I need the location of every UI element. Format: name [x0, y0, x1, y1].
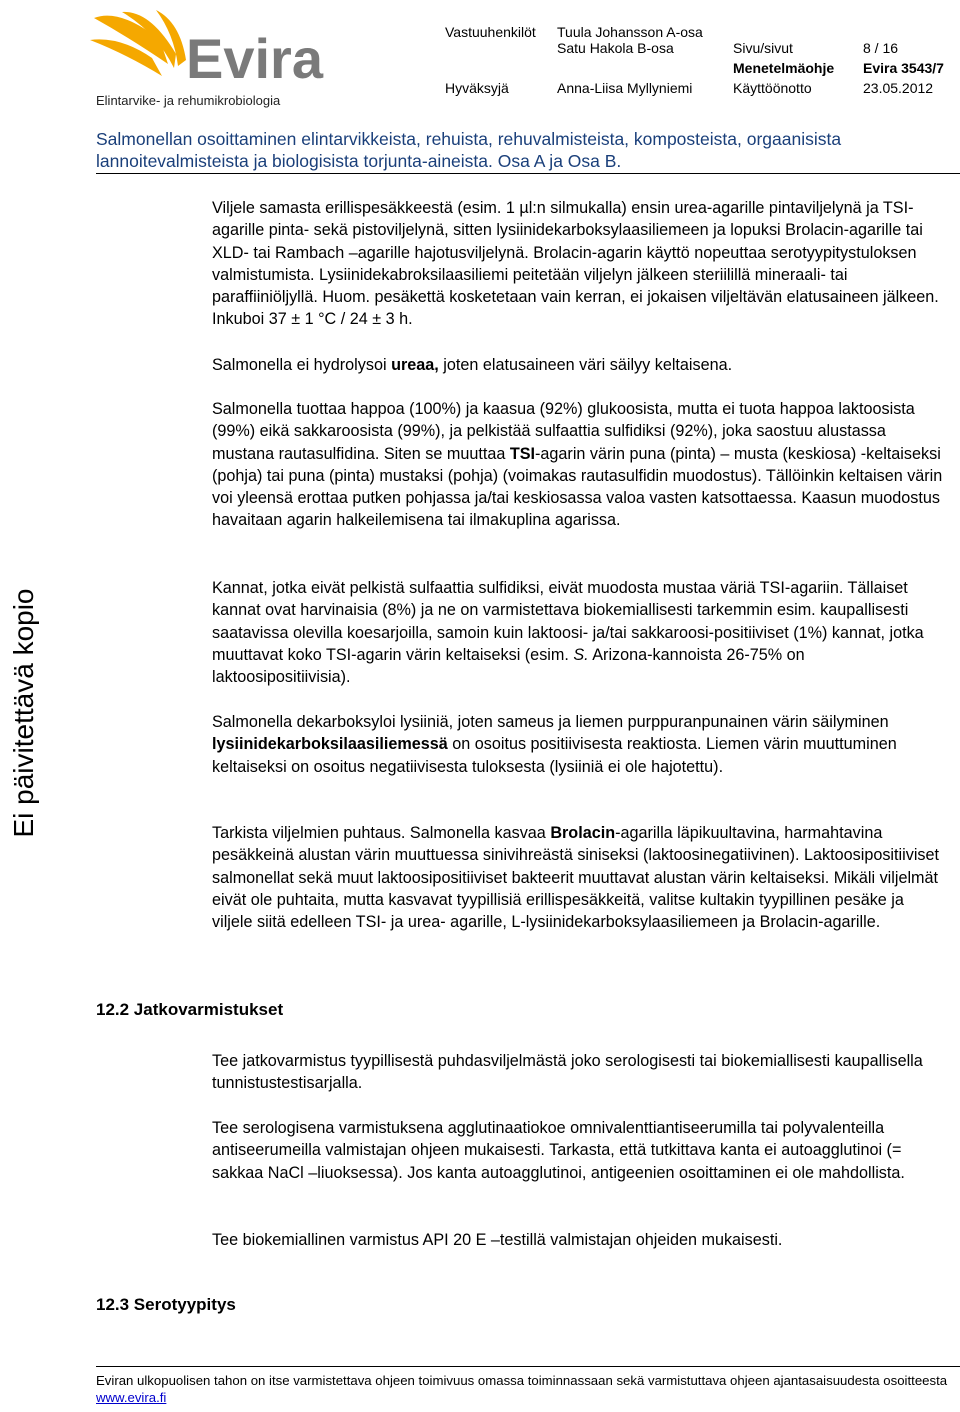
responsible-b: Satu Hakola B-osa	[557, 40, 674, 56]
paragraph-serological: Tee serologisena varmistuksena agglutinaatiokoe omnivalenttiantiseerumilla tai polyvalenteilla antiseerumeilla valmistajan ohjeen mukaisesti. Tarkasta, että tutkittava kanta ei autoagglutinoi (= sakkaa NaCl –liuoksessa). Jos kanta autoagglutinoi, antigeenien osoittaminen ei ole mahdollista.	[212, 1119, 905, 1182]
evira-website-link[interactable]: www.evira.fi	[96, 1390, 167, 1405]
text-run: Arizona-kannoista 26-75% on laktoosipositiivisia).	[212, 645, 805, 687]
deploy-label: Käyttöönotto	[733, 80, 812, 96]
method-label: Menetelmäohje	[733, 60, 835, 76]
paragraph-further-confirmation: Tee jatkovarmistus tyypillisestä puhdasviljelmästä joko serologisesti tai biokemiallisesti kaupallisella tunnistustestisarjalla.	[212, 1052, 923, 1093]
evira-sun-icon	[90, 10, 330, 90]
text-bold: lysiinidekarboksilaasiliemessä	[212, 735, 448, 754]
footer-text: Eviran ulkopuolisen tahon on itse varmistettava ohjeen toimivuus omassa toiminnassaan sekä varmistuttava ohjeen ajantasaisuudesta osoitteesta	[96, 1373, 948, 1388]
paragraph-tsi	[212, 398, 947, 532]
text-run: Kannat, jotka eivät pelkistä sulfaattia sulfidiksi, eivät muodosta mustaa väriä TSI-agariin. Tällaiset kannat ovat harvinaisia (8%) ja ne on varmistettava biokemiallisesti tarkemmin esim. kaupallisesti saatavissa olevilla koesarjoilla, samoin kuin laktoosi- ja/tai sakkaroosi-positiiviset (1%) kannat, jotka muuttavat koko TSI-agarin värin keltaiseksi (esim.	[212, 579, 924, 664]
header-divider	[96, 173, 960, 174]
text-run: Salmonella ei hydrolysoi	[212, 356, 392, 374]
paragraph-lysine	[212, 711, 947, 778]
footer-note	[96, 1372, 956, 1406]
logo-wordmark: Evira	[186, 27, 323, 90]
text-run: joten elatusaineen väri säilyy keltaisena.	[438, 356, 733, 374]
text-run: Salmonella dekarboksyloi lysiiniä, joten sameus ja liemen purppuranpunainen värin säilyminen	[212, 713, 889, 731]
approved-value: Anna-Liisa Myllyniemi	[557, 80, 693, 96]
section-heading-confirmation: 12.2 Jatkovarmistukset	[96, 1000, 284, 1019]
department-name: Elintarvike- ja rehumikrobiologia	[96, 93, 281, 108]
section-heading-serotyping: 12.3 Serotyypitys	[96, 1295, 236, 1314]
document-title: Salmonellan osoittaminen elintarvikkeista, rehuista, rehuvalmisteista, komposteista, orgaanisista lannoitevalmisteista ja biologisista torjunta-aineista. Osa A ja Osa B.	[96, 129, 842, 171]
responsible-a: Tuula Johansson A-osa	[557, 24, 703, 40]
text-run: -agarilla läpikuultavina, harmahtavina pesäkkeinä alustan värin muuttuessa sinivihreästä siniseksi (laktoosinegatiivinen). Laktoosipositiiviset salmonellat sekä muut laktoosipositiiviset bakteerit muuttavat alustan värin keltaiseksi. Mikäli viljelmät eivät ole puhtaita, mutta kasvavat tyypillisiä erillispesäkkeitä, valitse kultakin tyypillinen pesäke ja viljele siitä edelleen TSI- ja urea- agarille, L-lysiinidekarboksylaasiliemeen ja Brolacin-agarille.	[212, 824, 940, 932]
paragraph-purity	[212, 822, 947, 933]
footer-divider	[96, 1366, 960, 1367]
paragraph-strains	[212, 577, 947, 688]
page-label: Sivu/sivut	[733, 40, 793, 56]
text-bold: Brolacin	[550, 824, 616, 842]
paragraph-urea	[212, 354, 947, 376]
text-run: on osoitus positiivisesta reaktiosta. Liemen värin muuttuminen keltaiseksi on osoitus negatiivisesta tuloksesta (lysiiniä ei ole hajotettu).	[212, 735, 897, 776]
watermark	[4, 568, 44, 858]
text-run: -agarin värin puna (pinta) – musta (keskiosa) -keltaiseksi (pohja) tai puna (pinta) mustaksi (pohja) (voimakas rautasulfidin muodostus). Tällöinkin keltaisen värin voi yleensä erottaa putken pohjassa ja/tai keskiosassa valoa vasten katsottaessa. Kaasun muodostus havaitaan agarin halkeilemisena tai ilmakuplina agarissa.	[212, 444, 943, 530]
text-bold: TSI	[509, 444, 536, 463]
text-italic: S.	[573, 645, 589, 664]
text-bold: ureaa,	[391, 356, 439, 374]
method-value: Evira 3543/7	[863, 60, 944, 76]
evira-logo	[90, 10, 330, 90]
deploy-value: 23.05.2012	[863, 80, 934, 96]
paragraph-culture: Viljele samasta erillispesäkkeestä (esim. 1 µl:n silmukalla) ensin urea-agarille pintaviljelynä ja TSI-agarille pinta- sekä pistoviljelynä, sitten lysiinidekarboksylaasiliemeen ja lopuksi Brolacin-agarille tai XLD- tai Rambach –agarille hajotusviljelynä. Brolacin-agarin käyttö nopeuttaa serotyypitystuloksen valmistumista. Lysiinidekabroksilaasiliemi peitetään viljelyn jälkeen steriilillä mineraali- tai paraffiiniöljyllä. Huom. pesäkettä kosketetaan vain kerran, ei jokaisen viljeltävän elatusaineen jälkeen. Inkuboi 37 ± 1 °C / 24 ± 3 h.	[212, 199, 939, 329]
approved-label: Hyväksyjä	[445, 80, 509, 96]
watermark-text: Ei päivitettävä kopio	[8, 588, 39, 838]
paragraph-api: Tee biokemiallinen varmistus API 20 E –testillä valmistajan ohjeiden mukaisesti.	[212, 1231, 783, 1249]
page-value: 8 / 16	[863, 40, 899, 56]
text-run: Salmonella tuottaa happoa (100%) ja kaasua (92%) glukoosista, mutta ei tuota happoa laktoosista (99%) eikä sakkaroosista (99%), ja pelkistää sulfaattia sulfidiksi (92%), joka saostuu alustassa mustana rautasulfidina. Siten se muuttaa	[212, 400, 915, 463]
responsible-label: Vastuuhenkilöt	[445, 24, 536, 40]
text-run: Tarkista viljelmien puhtaus. Salmonella kasvaa	[212, 824, 551, 842]
